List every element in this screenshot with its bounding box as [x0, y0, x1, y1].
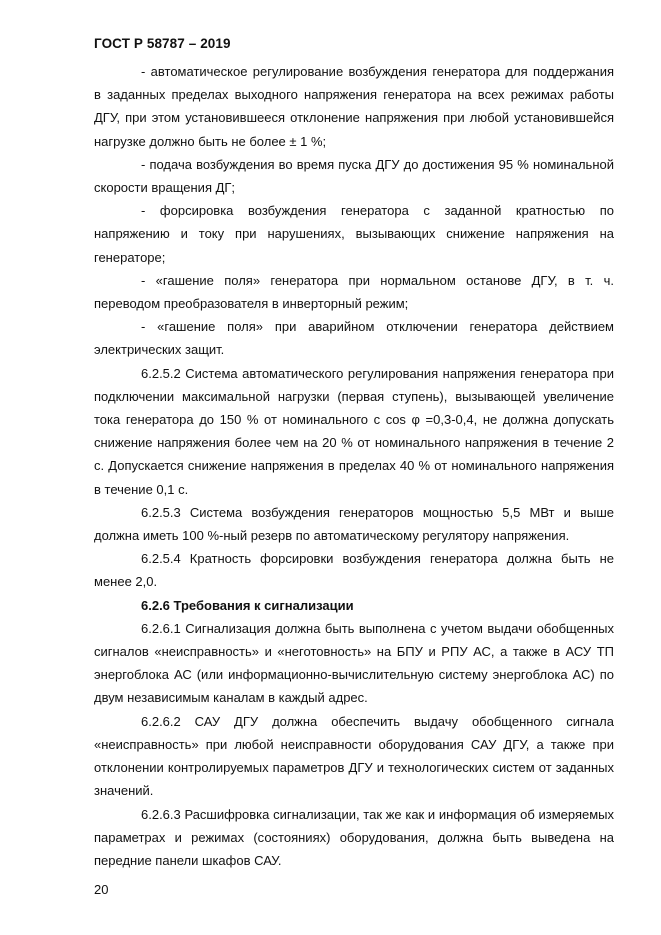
section-heading-6-2-6: 6.2.6 Требования к сигнализации: [141, 597, 354, 613]
list-item-excitation-forcing: - форсировка возбуждения генератора с заданной кратностью по напряжению и току при нарушениях, вызывающих снижение напряжения на генераторе;: [94, 203, 614, 265]
document-header: ГОСТ Р 58787 – 2019: [94, 36, 231, 51]
list-item-voltage-regulation: - автоматическое регулирование возбуждения генератора для поддержания в заданных пределах выходного напряжения генератора на всех режимах работы ДГУ, при этом установившееся отклонение напряжения при любой установившейся нагрузке должно быть не более ± 1 %;: [94, 64, 614, 149]
clause-6-2-6-3: 6.2.6.3 Расшифровка сигнализации, так же как и информация об измеряемых параметрах и режимах (состояниях) оборудования, должна быть выведена на передние панели шкафов САУ.: [94, 806, 614, 868]
clause-6-2-5-2: 6.2.5.2 Система автоматического регулирования напряжения генератора при подключении максимальной нагрузки (первая ступень), вызывающей увеличение тока генератора до 150 % от номинального с cos φ =0,3-0,4, не должна допускать снижение напряжения более чем на 20 % от номинального напряжения в течение 2 с. Допускается снижение напряжения в пределах 40 % от номинального напряжения в течение 0,1 с.: [94, 365, 614, 497]
list-item-field-suppression-normal: - «гашение поля» генератора при нормальном останове ДГУ, в т. ч. переводом преобразователя в инверторный режим;: [94, 272, 614, 312]
clause-6-2-6-2: 6.2.6.2 САУ ДГУ должна обеспечить выдачу обобщенного сигнала «неисправность» при любой неисправности оборудования САУ ДГУ, а также при отклонении контролируемых параметров ДГУ и технологических систем от заданных значений.: [94, 713, 614, 799]
clause-6-2-5-3: 6.2.5.3 Система возбуждения генераторов мощностью 5,5 МВт и выше должна иметь 100 %-ный резерв по автоматическому регулятору напряжения.: [94, 504, 614, 544]
document-body: [94, 60, 614, 872]
clause-6-2-6-1: 6.2.6.1 Сигнализация должна быть выполнена с учетом выдачи обобщенных сигналов «неисправность» и «неготовность» на БПУ и РПУ АС, а также в АСУ ТП энергоблока АС (или информационно-вычислительную систему энергоблока АС) по двум независимым каналам в каждый адрес.: [94, 620, 614, 706]
page-number: 20: [94, 882, 109, 897]
list-item-field-suppression-emergency: - «гашение поля» при аварийном отключении генератора действием электрических защит.: [94, 319, 614, 358]
list-item-excitation-start: - подача возбуждения во время пуска ДГУ до достижения 95 % номинальной скорости вращения ДГ;: [94, 156, 614, 196]
clause-6-2-5-4: 6.2.5.4 Кратность форсировки возбуждения генератора должна быть не менее 2,0.: [94, 551, 614, 590]
